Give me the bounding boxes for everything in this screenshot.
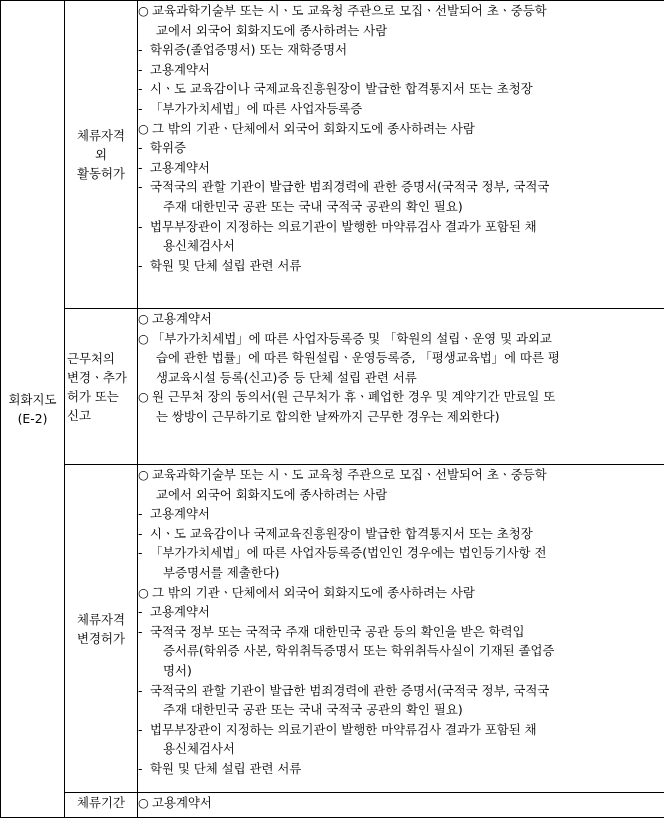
circle-bullet-icon: ○ (138, 387, 152, 407)
item-text: 증서류(학위증 사본, 학위취득증명서 또는 학위취득사실이 기재된 졸업증 (163, 643, 554, 658)
document-item (138, 681, 664, 701)
table-row (1, 1, 664, 309)
item-continuation (138, 197, 664, 217)
requirement-item (138, 119, 664, 139)
row-label: 신고 (67, 406, 137, 425)
row-label: 체류자격 (65, 610, 137, 629)
item-text: 국적국의 관할 기관이 발급한 범죄경력에 관한 증명서(국적국 정부, 국적국 (150, 179, 549, 194)
item-text: 습에 관한 법률」에 따른 학원설립ㆍ운영등록증, 「평생교육법」에 따른 평 (156, 350, 560, 365)
dash-bullet-icon: - (138, 60, 150, 80)
document-item (138, 177, 664, 197)
row-label: 외 (65, 145, 137, 164)
dash-bullet-icon: - (138, 79, 150, 99)
row-label-cell (65, 309, 138, 465)
item-text: 교육과학기술부 또는 시ㆍ도 교육청 주관으로 모집ㆍ선발되어 초ㆍ중등학 (152, 3, 547, 18)
document-item (138, 543, 664, 563)
requirement-item (138, 387, 664, 407)
document-item (138, 720, 664, 740)
dash-bullet-icon: - (138, 504, 150, 524)
item-continuation (138, 641, 664, 661)
category-code: (E-2) (1, 409, 64, 428)
item-text: 는 쌍방이 근무하기로 합의한 날짜까지 근무한 경우는 제외한다) (156, 409, 500, 424)
dash-bullet-icon: - (138, 622, 150, 642)
item-text: 교육과학기술부 또는 시ㆍ도 교육청 주관으로 모집ㆍ선발되어 초ㆍ중등학 (152, 467, 547, 482)
requirements-cell (138, 793, 664, 818)
dash-bullet-icon: - (138, 256, 150, 276)
table-row (1, 309, 664, 465)
dash-bullet-icon: - (138, 720, 150, 740)
dash-bullet-icon: - (138, 99, 150, 119)
item-continuation (138, 236, 664, 256)
row-label: 변경허가 (65, 629, 137, 648)
item-continuation (138, 739, 664, 759)
item-text: 국적국의 관할 기관이 발급한 범죄경력에 관한 증명서(국적국 정부, 국적국 (150, 683, 549, 698)
item-text: 학위증 (150, 140, 186, 155)
document-item (138, 217, 664, 237)
item-continuation (138, 21, 664, 41)
requirements-cell (138, 465, 664, 793)
document-item (138, 256, 664, 276)
dash-bullet-icon: - (138, 138, 150, 158)
row-label-cell (65, 1, 138, 309)
item-text: 그 밖의 기관ㆍ단체에서 외국어 회화지도에 종사하려는 사람 (152, 121, 475, 136)
item-continuation (138, 348, 664, 368)
document-item (138, 602, 664, 622)
item-text: 용신체검사서 (163, 741, 235, 756)
item-text: 고용계약서 (150, 62, 210, 77)
item-text: 명서) (163, 663, 192, 678)
document-item (138, 40, 664, 60)
item-text: 주재 대한민국 공관 또는 국내 국적국 공관의 확인 필요) (163, 199, 463, 214)
circle-bullet-icon: ○ (138, 329, 152, 349)
table-row (1, 793, 664, 818)
dash-bullet-icon: - (138, 759, 150, 779)
item-text: 학위증(졸업증명서) 또는 재학증명서 (150, 42, 347, 57)
document-item (138, 60, 664, 80)
dash-bullet-icon: - (138, 40, 150, 60)
requirements-cell (138, 1, 664, 309)
circle-bullet-icon: ○ (138, 583, 152, 603)
item-text: 국적국 정부 또는 국적국 주재 대한민국 공관 등의 확인을 받은 학력입 (150, 624, 525, 639)
item-text: 시ㆍ도 교육감이나 국제교육진흥원장이 발급한 합격통지서 또는 초청장 (150, 526, 533, 541)
document-item (138, 524, 664, 544)
circle-bullet-icon: ○ (138, 465, 152, 485)
document-item (138, 138, 664, 158)
dash-bullet-icon: - (138, 681, 150, 701)
item-text: 고용계약서 (150, 160, 210, 175)
item-text: 법무부장관이 지정하는 의료기관이 발행한 마약류검사 결과가 포함된 채 (150, 722, 537, 737)
document-item (138, 622, 664, 642)
circle-bullet-icon: ○ (138, 1, 152, 21)
dash-bullet-icon: - (138, 217, 150, 237)
requirement-item (138, 309, 664, 329)
document-item (138, 158, 664, 178)
requirement-item (138, 329, 664, 349)
item-text: 용신체검사서 (163, 238, 235, 253)
item-text: 시ㆍ도 교육감이나 국제교육진흥원장이 발급한 합격통지서 또는 초청장 (150, 81, 533, 96)
circle-bullet-icon: ○ (138, 793, 152, 813)
item-text: 그 밖의 기관ㆍ단체에서 외국어 회화지도에 종사하려는 사람 (152, 585, 475, 600)
document-item (138, 759, 664, 779)
dash-bullet-icon: - (138, 543, 150, 563)
dash-bullet-icon: - (138, 158, 150, 178)
row-label-cell (65, 793, 138, 818)
item-text: 「부가가치세법」에 따른 사업자등록증 (150, 101, 362, 116)
requirement-item (138, 1, 664, 21)
requirements-cell (138, 309, 664, 465)
item-text: 교에서 외국어 회화지도에 종사하려는 사람 (156, 487, 387, 502)
table-row (1, 465, 664, 793)
item-text: 학원 및 단체 설립 관련 서류 (150, 761, 301, 776)
document-item (138, 99, 664, 119)
item-text: 고용계약서 (152, 311, 212, 326)
requirement-item (138, 583, 664, 603)
item-text: 주재 대한민국 공관 또는 국내 국적국 공관의 확인 필요) (163, 702, 463, 717)
circle-bullet-icon: ○ (138, 309, 152, 329)
row-label-cell (65, 465, 138, 793)
dash-bullet-icon: - (138, 177, 150, 197)
item-text: 학원 및 단체 설립 관련 서류 (150, 258, 301, 273)
item-continuation (138, 368, 664, 388)
row-label: 체류기간 (65, 793, 137, 812)
item-text: 부증명서를 제출한다) (163, 565, 280, 580)
row-label: 체류자격 (65, 126, 137, 145)
row-label: 활동허가 (65, 164, 137, 183)
item-text: 고용계약서 (150, 506, 210, 521)
item-text: 고용계약서 (150, 604, 210, 619)
item-text: 고용계약서 (152, 795, 212, 810)
item-continuation (138, 407, 664, 427)
dash-bullet-icon: - (138, 524, 150, 544)
item-text: 법무부장관이 지정하는 의료기관이 발행한 마약류검사 결과가 포함된 채 (150, 219, 537, 234)
item-continuation (138, 485, 664, 505)
item-text: 원 근무처 장의 동의서(원 근무처가 휴ㆍ폐업한 경우 및 계약기간 만료일 또 (152, 389, 555, 404)
requirement-item (138, 793, 664, 813)
item-text: 「부가가치세법」에 따른 사업자등록증 및 「학원의 설립ㆍ운영 및 과외교 (152, 331, 552, 346)
category-cell (1, 1, 65, 818)
item-continuation (138, 661, 664, 681)
category-title: 회화지도 (1, 390, 64, 409)
item-continuation (138, 700, 664, 720)
item-text: 교에서 외국어 회화지도에 종사하려는 사람 (156, 23, 387, 38)
document-item (138, 504, 664, 524)
row-label: 허가 또는 (67, 387, 137, 406)
item-text: 생교육시설 등록(신고)증 등 단체 설립 관련 서류 (156, 370, 417, 385)
document-item (138, 79, 664, 99)
dash-bullet-icon: - (138, 602, 150, 622)
item-continuation (138, 563, 664, 583)
item-text: 「부가가치세법」에 따른 사업자등록증(법인인 경우에는 법인등기사항 전 (150, 545, 546, 560)
circle-bullet-icon: ○ (138, 119, 152, 139)
requirement-item (138, 465, 664, 485)
row-label: 근무처의 (67, 349, 137, 368)
row-label: 변경ㆍ추가 (67, 368, 137, 387)
